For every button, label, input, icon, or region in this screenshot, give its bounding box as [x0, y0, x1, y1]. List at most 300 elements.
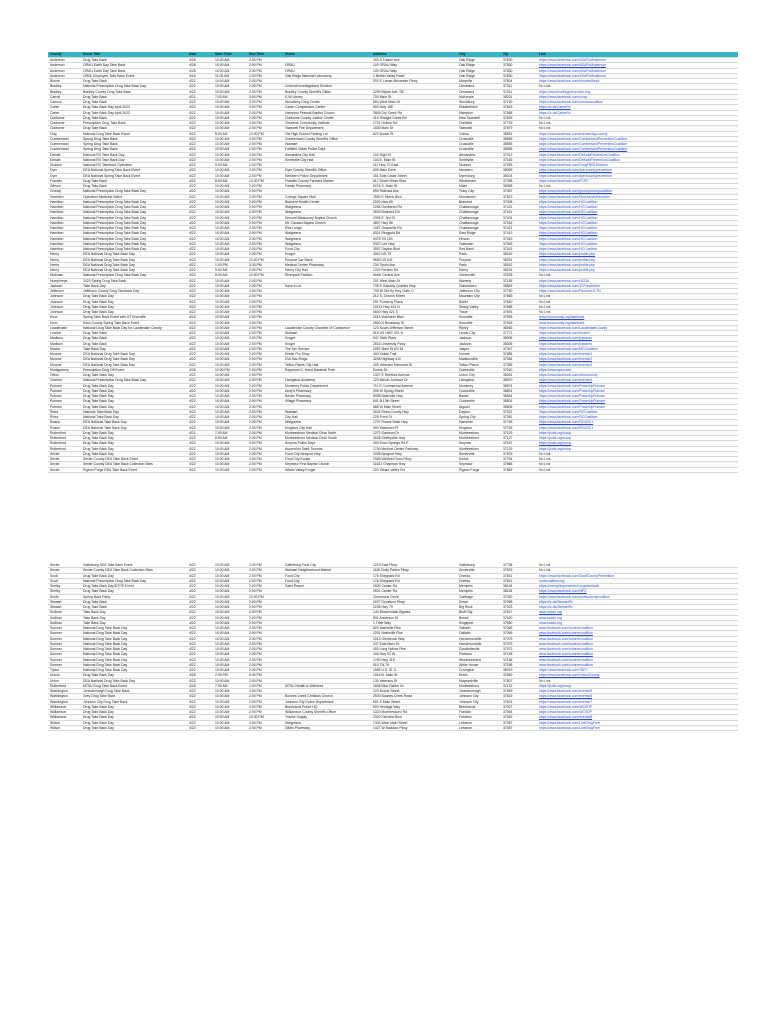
cell-start-time: 10:00 AM [213, 457, 247, 462]
cell-city: Carthage [457, 594, 501, 599]
cell-date: 4/22 [187, 252, 213, 257]
cell-link[interactable]: https://www.facebook.com/ccrcp [537, 94, 738, 99]
cell-end-time: 2:00 PM [247, 378, 283, 383]
cell-zip: 37617 [501, 610, 537, 615]
cell-venue: Food City [283, 247, 371, 252]
cell-address: 1202 Fentem Rd [371, 268, 457, 273]
cell-city: Tazewell [457, 126, 501, 131]
cell-date: 4/21 [187, 94, 213, 99]
cell-link[interactable]: https://www.facebook.com/CumberlandPreventionCoalition [537, 136, 738, 141]
cell-link[interactable]: www.facebook.com/sumnercoalition [537, 636, 738, 641]
cell-date: 4/22 [187, 336, 213, 341]
cell-link[interactable]: https://www.facebook.com/RCCoalition [537, 415, 738, 420]
cell-end-time: 5:30 PM [247, 673, 283, 678]
cell-address: 9307 Lee Hwy [371, 241, 457, 246]
cell-link[interactable]: https://www.facebook.com/dyercountyprevention [537, 168, 738, 173]
cell-link[interactable]: https://www.facebook.com/WCSDP [537, 710, 738, 715]
cell-start-time: 10:00 AM [213, 184, 247, 189]
cell-link[interactable]: https://www.facebook.com/ADAPofAnderson [537, 58, 738, 63]
cell-address: 3034 Rhea County Hwy [371, 409, 457, 414]
cell-county: Hickman [48, 273, 81, 278]
cell-link[interactable]: https://www.facebook.com/events/5 [537, 689, 738, 694]
cell-date: 4/22 [187, 131, 213, 136]
cell-link[interactable]: https://www.facebook.com/PowerUpPutnam [537, 399, 738, 404]
cell-link[interactable]: https://www.facebook.com/events/clay-county [537, 131, 738, 136]
cell-zip: 38231 [501, 268, 537, 273]
cell-address: 291 Pomeroy Plaza [371, 299, 457, 304]
cell-date: 4/22 [187, 668, 213, 673]
table-body-1 [48, 58, 738, 473]
cell-address: 1027 Donelson Pkwy [371, 599, 457, 604]
cell-start-time: 10:00 AM [213, 631, 247, 636]
cell-date: 4/22 [187, 268, 213, 273]
cell-zip: 37876 [501, 568, 537, 573]
cell-date: 4/22 [187, 100, 213, 105]
cell-link[interactable]: https://www.facebook.com/blountwithout [537, 79, 738, 84]
cell-event-title: Drug Take Back Day [81, 294, 187, 299]
cell-link[interactable]: https://www.facebook.com/cannoncoalition [537, 100, 738, 105]
cell-zip: 37030 [501, 594, 537, 599]
cell-link[interactable]: https://www.facebook.com/PowerUpPutnam [537, 388, 738, 393]
cell-end-time: 2:00 PM [247, 268, 283, 273]
cell-event-title: Drug Take Back [81, 58, 187, 63]
cell-date: 4/22 [187, 184, 213, 189]
cell-date: 4/22 [187, 462, 213, 467]
cell-county: Claiborne [48, 115, 81, 120]
cell-date: 4/22 [187, 157, 213, 162]
cell-link[interactable]: https://www.facebook.com/events/7 [537, 699, 738, 704]
cell-zip: 37311 [501, 89, 537, 94]
cell-date: 4/22 [187, 136, 213, 141]
cell-county: Shelby [48, 589, 81, 594]
cell-link[interactable]: https://www.facebook.com/DrugFREEDickson [537, 163, 738, 168]
cell-event-title: National Prescription Drug Take Back Day [81, 220, 187, 225]
cell-venue: Alexandria City Hall [283, 152, 371, 157]
cell-end-time: 2:00 PM [247, 115, 283, 120]
cell-event-title: National Drug Take Back Day [81, 647, 187, 652]
cell-link[interactable]: www.scads.org [537, 620, 738, 625]
cell-event-title: National Drug Take Back Event [81, 131, 187, 136]
cell-link[interactable]: scottcoalition.org [537, 578, 738, 583]
cell-date: 4/22 [187, 563, 213, 568]
cell-link[interactable]: https://www.facebook.com/DeKalbPreventionCoalition [537, 152, 738, 157]
cell-end-time: 12:00 PM [247, 257, 283, 262]
cell-start-time: 10:00 AM [213, 652, 247, 657]
cell-date: 4/22 [187, 451, 213, 456]
cell-address: 510 TN-76 [371, 662, 457, 667]
cell-zip: 37075 [501, 636, 537, 641]
cell-event-title: Drug Take Back Day [81, 430, 187, 435]
cell-start-time: 10:00 AM [213, 299, 247, 304]
cell-event-title: Take Back Day [81, 615, 187, 620]
cell-start-time: 10:00 AM [213, 136, 247, 141]
col-header-city: City [457, 52, 501, 58]
cell-link[interactable]: https://www.facebook.com/dyercountyprevention [537, 173, 738, 178]
cell-venue: Murfreesboro Medical Clinic South [283, 436, 371, 441]
cell-county: Dekalb [48, 152, 81, 157]
cell-end-time: 2:00 PM [247, 373, 283, 378]
cell-link[interactable]: https://www.facebook.com/LauderdaleCounty [537, 325, 738, 330]
cell-address: 2550 E Morris Blvd [371, 194, 457, 199]
cell-link[interactable]: www.scads.org [537, 615, 738, 620]
cell-zip: 37830 [501, 63, 537, 68]
cell-venue: Walgreens [283, 205, 371, 210]
cell-date: 4/22 [187, 594, 213, 599]
cell-link[interactable]: https://www.facebook.com/DeKalbPreventionCoalition [537, 157, 738, 162]
cell-end-time: 2:00 PM [247, 605, 283, 610]
cell-city: Centerville [457, 273, 501, 278]
cell-end-time: 12:00 PM [247, 715, 283, 720]
cell-date: 4/22 [187, 210, 213, 215]
cell-start-time: 10:00 AM [213, 121, 247, 126]
cell-link[interactable]: https://www.facebook.com/RCASC1 [537, 425, 738, 430]
cell-date: 4/22 [187, 331, 213, 336]
cell-address: 2609 Brainerd Rd [371, 210, 457, 215]
cell-date: 4/22 [187, 394, 213, 399]
cell-city: Ooltewah [457, 241, 501, 246]
cell-county: Humphreys [48, 278, 81, 283]
cell-link[interactable]: https://www.facebook.com/MPC [537, 589, 738, 594]
cell-link[interactable]: www.facebook.com/sumnercoalition [537, 641, 738, 646]
cell-link[interactable]: www.knoxcounty.org/takeback [537, 315, 738, 320]
cell-start-time: 10:00 AM [213, 378, 247, 383]
cell-link[interactable]: https://www.facebook.com/profile.php [537, 252, 738, 257]
cell-city: Johnson City [457, 694, 501, 699]
cell-date: 4/22 [187, 620, 213, 625]
cell-link[interactable]: https://www.facebook.com/ADAPofAnderson [537, 63, 738, 68]
cell-link[interactable]: https://lc.ds/CarterRx [537, 105, 738, 110]
cell-link[interactable]: https://www.facebook.com/HCCoalition [537, 199, 738, 204]
cell-date: 4/22 [187, 283, 213, 288]
cell-link[interactable]: www.knoxcounty.org/takeback [537, 320, 738, 325]
cell-date: 4/22 [187, 289, 213, 294]
cell-event-title: Drug Take Back [81, 331, 187, 336]
cell-end-time: 2:00 PM [247, 152, 283, 157]
cell-date: 4/22 [187, 388, 213, 393]
cell-event-title: National Take Back Day [81, 415, 187, 420]
cell-link[interactable]: https://judis.org/rccop [537, 683, 738, 688]
cell-city: Gainesboro [457, 283, 501, 288]
cell-address: 400 Long Hollow Pike [371, 647, 457, 652]
cell-date: 4/22 [187, 715, 213, 720]
cell-event-title: Take Back Day [81, 620, 187, 625]
cell-link[interactable]: https://www.facebook.com/jcpcares [537, 336, 738, 341]
cell-city: Westmoreland [457, 657, 501, 662]
cell-link[interactable]: https://www.facebook.com/grundycountycoalition [537, 189, 738, 194]
cell-city: Mountain City [457, 294, 501, 299]
cell-link[interactable]: https://www.facebook.com/events/6 [537, 694, 738, 699]
cell-link[interactable]: https://www.facebook.com/RCCoalition [537, 409, 738, 414]
cell-venue: Elks Lodge [283, 226, 371, 231]
cell-venue: ORAU [283, 63, 371, 68]
cell-address: 400 Enon Springs Rd E [371, 441, 457, 446]
cell-link[interactable]: https://www.facebook.com/RecoverJCTN [537, 289, 738, 294]
cell-county: Sumner [48, 626, 81, 631]
cell-event-title: National Take Back Day [81, 409, 187, 414]
cell-end-time: 2:00 PM [247, 689, 283, 694]
cell-link[interactable]: https://www.facebook.com/PowerUpPutnam [537, 394, 738, 399]
cell-link[interactable]: https://www.facebook.com/LiveDrugFree [537, 725, 738, 730]
cell-link[interactable]: https://www.apsu.edu [537, 367, 738, 372]
cell-link: No Link [537, 126, 738, 131]
cell-address: 176 Sheppard Rd [371, 578, 457, 583]
cell-zip: 37058 [501, 599, 537, 604]
cell-zip: 37996 [501, 315, 537, 320]
cell-link[interactable]: https://www.facebook.com/MCCoalition [537, 346, 738, 351]
cell-event-title: Drug Take Back [81, 79, 187, 84]
cell-start-time: 10:00 AM [213, 289, 247, 294]
cell-county: Rhea [48, 409, 81, 414]
cell-start-time: 10:00 AM [213, 346, 247, 351]
cell-link[interactable]: https://www.facebook.com/loudon [537, 331, 738, 336]
cell-venue: Kingston City Hall [283, 425, 371, 430]
cell-link[interactable]: https://www.facebook.com/events/8 [537, 715, 738, 720]
cell-zip: 38261 [501, 373, 537, 378]
cell-zip: 37064 [501, 710, 537, 715]
cell-start-time: 9:00 AM [213, 268, 247, 273]
cell-end-time: 2:00 PM [247, 189, 283, 194]
cell-zip: 37640 [501, 299, 537, 304]
cell-date: 4/22 [187, 173, 213, 178]
cell-address: 1067 Graysville Rd [371, 226, 457, 231]
cell-zip: 37830 [501, 68, 537, 73]
cell-county: Dickson [48, 163, 81, 168]
cell-end-time: 2:00 PM [247, 647, 283, 652]
cell-county: Anderson [48, 73, 81, 78]
cell-link[interactable]: https://lc.ds/CarterRx [537, 110, 738, 115]
cell-end-time: 2:00 PM [247, 563, 283, 568]
cell-county: Stewart [48, 599, 81, 604]
cell-city: Murfreesboro [457, 446, 501, 451]
cell-start-time: 10:00 AM [213, 425, 247, 430]
cell-link[interactable]: https://www.facebook.com/profile.php [537, 257, 738, 262]
cell-city: Johnson City [457, 699, 501, 704]
cell-link[interactable]: https://www.facebook.com/HCCoalition [537, 247, 738, 252]
cell-city: Brentwood [457, 704, 501, 709]
cell-event-title: ORAU Earth Day Take Back [81, 63, 187, 68]
cell-link[interactable]: https://www.facebook.com/ADAPofAnderson [537, 73, 738, 78]
cell-link[interactable]: https://www.facebook.com/TAPC [537, 668, 738, 673]
cell-city: Morristown [457, 194, 501, 199]
cell-event-title: National Prescription Drug Take Back Day [81, 205, 187, 210]
cell-county: Roane [48, 425, 81, 430]
cell-link[interactable]: https://www.facebook.com/obioncounty [537, 373, 738, 378]
cell-start-time: 10:00 AM [213, 105, 247, 110]
cell-link[interactable]: https://www.facebook.com/HCDA [537, 278, 738, 283]
cell-link[interactable]: www.facebook.com/sumnercoalition [537, 657, 738, 662]
cell-start-time: 10:00 AM [213, 357, 247, 362]
cell-link[interactable]: https://www.facebook.com/events/2 [537, 357, 738, 362]
cell-city: Oak Ridge [457, 68, 501, 73]
cell-date: 4/22 [187, 589, 213, 594]
cell-address: 5478 TN 153 [371, 236, 457, 241]
cell-link[interactable]: https://www.facebook.com/ScottCountyPrevention [537, 573, 738, 578]
cell-date: 4/22 [187, 404, 213, 409]
cell-link[interactable]: https://www.facebook.com/smithcountycoalition [537, 594, 738, 599]
cell-zip: 37188 [501, 662, 537, 667]
cell-address: 890 Railroad Ave [371, 189, 457, 194]
cell-address: 620 Brown St [371, 131, 457, 136]
cell-start-time: 10:00 AM [213, 100, 247, 105]
cell-link[interactable]: https://www.facebook.com/HCCoalition [537, 241, 738, 246]
cell-end-time: 2:00 PM [247, 620, 283, 625]
cell-event-title: Drug Take Back Day [81, 710, 187, 715]
cell-event-title: Drug Take Back Day [81, 436, 187, 441]
cell-zip: 37421 [501, 205, 537, 210]
cell-county: Cumberland [48, 136, 81, 141]
cell-city: Brainerd [457, 199, 501, 204]
cell-city: Sevierville [457, 568, 501, 573]
cell-link[interactable]: https://judis.org/rccop [537, 441, 738, 446]
cell-start-time: 7:00 AM [213, 94, 247, 99]
cell-link[interactable]: https://judis.org/rccop [537, 430, 738, 435]
col-header-event-title: Event Title [81, 52, 187, 58]
cell-link[interactable]: https://www.facebook.com/FCPC [537, 178, 738, 183]
cell-link[interactable]: https://www.facebook.com/HCCoalition [537, 220, 738, 225]
cell-end-time: 2:00 PM [247, 451, 283, 456]
cell-link[interactable]: https://www.facebook.com/LiveDrugFree [537, 720, 738, 725]
cell-link[interactable]: https://lc.ds/StewartRx [537, 605, 738, 610]
cell-zip: 37129 [501, 446, 537, 451]
cell-zip: 37087 [501, 720, 537, 725]
cell-county: Obion [48, 373, 81, 378]
cell-date: 4/22 [187, 325, 213, 330]
cell-city: Jackson [457, 336, 501, 341]
cell-address: 2601 Canter Rd [371, 589, 457, 594]
cell-link[interactable]: https://www.facebook.com/HCCoalition [537, 205, 738, 210]
cell-zip: 37411 [501, 210, 537, 215]
cell-link[interactable]: www.facebook.com/sumnercoalition [537, 626, 738, 631]
cell-link[interactable]: https://www.facebook.com/CumberlandPreventionCoalition [537, 142, 738, 147]
cell-event-title: Drug Take Back Day [81, 310, 187, 315]
cell-link[interactable]: https://www.facebook.com/ADAPofAnderson [537, 68, 738, 73]
cell-end-time: 2:00 PM [247, 446, 283, 451]
cell-link[interactable]: https://www.facebook.com/HCCoalition [537, 210, 738, 215]
cell-link[interactable]: https://www.facebook.com/HCCoalition [537, 236, 738, 241]
cell-city: Harriman [457, 420, 501, 425]
cell-end-time: 2:00 PM [247, 210, 283, 215]
cell-link[interactable]: https://www.facebook.com/profile.php [537, 268, 738, 273]
cell-event-title: Spring Drug Take Back [81, 142, 187, 147]
cell-link[interactable]: https://www.facebook.com/jcpcares [537, 341, 738, 346]
cell-city: Cookeville [457, 399, 501, 404]
cell-end-time: 2:00 PM [247, 147, 283, 152]
cell-county: Carroll [48, 94, 81, 99]
cell-link[interactable]: https://www.facebook.com/HCCoalition [537, 226, 738, 231]
cell-event-title: Drug Take Back Day [81, 673, 187, 678]
cell-zip: 37643 [501, 105, 537, 110]
cell-link[interactable]: https://www.bradleyprevention.org [537, 89, 738, 94]
cell-event-title: DEA National Drug Take Back Day [81, 262, 187, 267]
cell-address: 200 S Tulane Ave [371, 58, 457, 63]
cell-end-time: 2:00 PM [247, 205, 283, 210]
cell-zip: 38242 [501, 262, 537, 267]
cell-link[interactable]: https://lc.ds/StewartRx [537, 599, 738, 604]
cell-link[interactable]: www.scads.org [537, 610, 738, 615]
cell-end-time: 2:00 PM [247, 357, 283, 362]
cell-address: 212 S. Church Street [371, 294, 457, 299]
cell-county: Hamilton [48, 236, 81, 241]
cell-link[interactable]: www.facebook.com/sumnercoalition [537, 652, 738, 657]
cell-address: 601 E Main Street [371, 699, 457, 704]
cell-county: Loudon [48, 331, 81, 336]
cell-county: Dyer [48, 173, 81, 178]
cell-city: Dyersburg [457, 173, 501, 178]
cell-link[interactable]: https://judis.org/rccop [537, 436, 738, 441]
cell-link[interactable]: www.facebook.com/sumnercoalition [537, 631, 738, 636]
cell-city: Chattanooga [457, 210, 501, 215]
cell-zip: 37398 [501, 178, 537, 183]
cell-venue: Clearfork Community Institute [283, 121, 371, 126]
cell-address: 10114 Hwy 421 N [371, 304, 457, 309]
cell-county: Putnam [48, 394, 81, 399]
cell-link: No Link [537, 121, 738, 126]
cell-end-time: 2:00 PM [247, 568, 283, 573]
cell-address: 234 Tyson Ave [371, 262, 457, 267]
cell-link[interactable]: https://www.facebook.com/MorristownHamblen [537, 194, 738, 199]
cell-end-time: 2:00 PM [247, 126, 283, 131]
cell-venue: Walmart [283, 331, 371, 336]
cell-link[interactable]: www.facebook.com/sumnercoalition [537, 662, 738, 667]
cell-city: Baxter [457, 394, 501, 399]
cell-county: Franklin [48, 178, 81, 183]
cell-zip: 37127 [501, 436, 537, 441]
cell-link[interactable]: https://www.facebook.com/events/4 [537, 378, 738, 383]
cell-date: 4/22 [187, 84, 213, 89]
cell-date: 4/22 [187, 446, 213, 451]
cell-link[interactable]: https://www.facebook.com/UnicoiCounty [537, 673, 738, 678]
cell-start-time: 10:00 AM [213, 388, 247, 393]
cell-event-title: Drug Take Back Day [81, 304, 187, 309]
cell-zip: 37863 [501, 467, 537, 472]
cell-link[interactable]: www.facebook.com/sumnercoalition [537, 647, 738, 652]
cell-end-time: 1:00 PM [247, 163, 283, 168]
cell-address: 123 Boone Street [371, 689, 457, 694]
cell-link[interactable]: https://judis.org/rccop [537, 446, 738, 451]
cell-address: 102 High St [371, 152, 457, 157]
cell-link[interactable]: https://www.facebook.com/profile.php [537, 262, 738, 267]
cell-link[interactable]: https://www.facebook.com/RCASC1 [537, 420, 738, 425]
cell-end-time: 2:00 PM [247, 409, 283, 414]
cell-link[interactable]: https://www.facebook.com/WCSDP [537, 704, 738, 709]
cell-date: 4/22 [187, 436, 213, 441]
cell-date: 4/22 [187, 147, 213, 152]
cell-link[interactable]: https://memphisprevention.org/takeback [537, 584, 738, 589]
cell-address: 688 W Main Street [371, 404, 457, 409]
cell-city: Maynardville [457, 678, 501, 683]
cell-county: Tipton [48, 668, 81, 673]
cell-link[interactable]: https://www.facebook.com/events/1 [537, 352, 738, 357]
cell-date: 4/22 [187, 299, 213, 304]
cell-county: Claiborne [48, 121, 81, 126]
cell-link[interactable]: https://www.facebook.com/events/3 [537, 362, 738, 367]
cell-start-time: 10:00 AM [213, 352, 247, 357]
cell-city: Jonesborough [457, 689, 501, 694]
cell-start-time: 10:00 AM [213, 252, 247, 257]
cell-venue: Kroger [283, 252, 371, 257]
cell-event-title: Drug Take Back [81, 336, 187, 341]
cell-link[interactable]: https://www.facebook.com/HCCoalition [537, 231, 738, 236]
cell-county: Anderson [48, 63, 81, 68]
cell-link[interactable]: https://www.facebook.com/HCCoalition [537, 215, 738, 220]
cell-start-time: 10:00 AM [213, 215, 247, 220]
cell-link[interactable]: https://www.facebook.com/CumberlandPreventionCoalition [537, 147, 738, 152]
cell-link[interactable]: https://www.facebook.com/PowerUpPutnam [537, 383, 738, 388]
cell-event-title: 2023 Spring Drug Take Back [81, 278, 187, 283]
cell-link[interactable]: https://www.facebook.com/PowerUpPutnam [537, 404, 738, 409]
cell-link[interactable]: https://www.facebook.com/JCPrevention [537, 283, 738, 288]
cell-date: 4/22 [187, 710, 213, 715]
